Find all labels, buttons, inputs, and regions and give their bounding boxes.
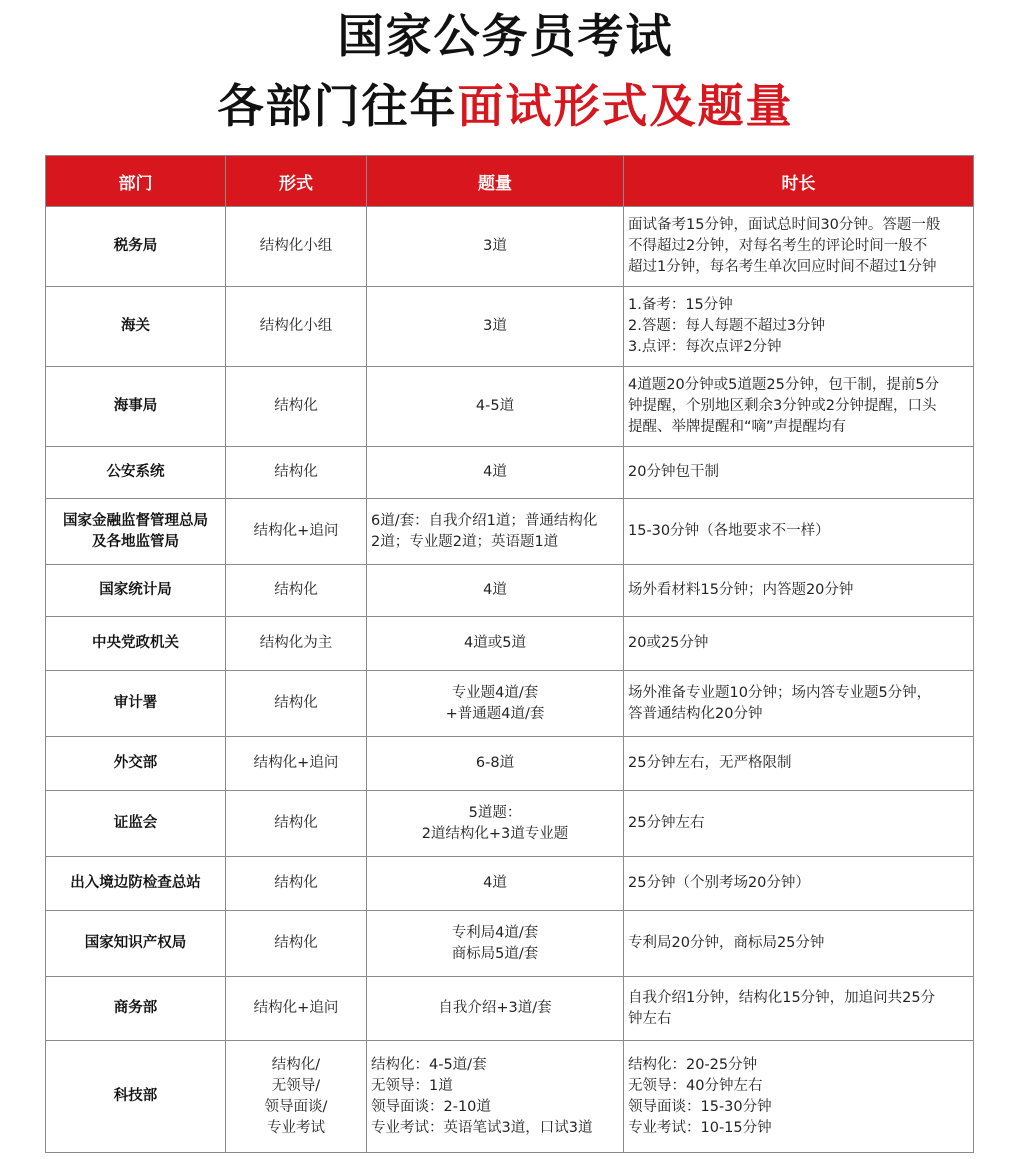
time-cell: [624, 911, 974, 977]
count-cell-line: 3道: [483, 238, 507, 254]
count-cell: [367, 671, 624, 737]
form-cell: [226, 977, 367, 1041]
time-cell-line: 提醒、举牌提醒和“嘀”声提醒均有: [628, 419, 847, 435]
table-row: [46, 857, 974, 911]
form-cell-line: 结构化: [274, 464, 318, 480]
count-cell-line: 4道或5道: [464, 635, 526, 651]
table-row: [46, 367, 974, 447]
time-cell-line: 25分钟左右，无严格限制: [628, 755, 792, 771]
dept-cell: [46, 617, 226, 671]
table-row: [46, 737, 974, 791]
count-cell-line: 4-5道: [475, 398, 515, 414]
count-cell: [367, 791, 624, 857]
dept-cell: [46, 791, 226, 857]
count-cell: [367, 857, 624, 911]
time-cell-line: 自我介绍1分钟，结构化15分钟，加追问共25分: [628, 989, 936, 1006]
count-cell-line: 无领导：1道: [371, 1077, 453, 1094]
dept-cell: [46, 565, 226, 617]
form-cell: [226, 857, 367, 911]
dept-cell-line: 外交部: [113, 755, 158, 771]
form-cell-line: 结构化小组: [259, 238, 333, 254]
dept-cell-line: 商务部: [113, 1000, 158, 1016]
dept-cell: [46, 737, 226, 791]
count-cell: [367, 287, 624, 367]
form-cell: [226, 911, 367, 977]
time-cell-line: 专业考试：10-15分钟: [628, 1119, 772, 1136]
count-cell-line: 自我介绍+3道/套: [438, 1000, 552, 1016]
form-cell: [226, 1041, 367, 1153]
time-cell-line: 20或25分钟: [628, 635, 709, 651]
form-cell-line: 结构化+追问: [253, 755, 339, 771]
count-cell-line: 5道题：: [468, 804, 522, 821]
time-cell: [624, 565, 974, 617]
time-cell-line: 无领导：40分钟左右: [628, 1077, 763, 1094]
time-cell-line: 专利局20分钟，商标局25分钟: [628, 935, 825, 951]
count-cell-line: 2道结构化+3道专业题: [421, 825, 569, 842]
time-cell-line: 场外准备专业题10分钟；场内答专业题5分钟，: [628, 684, 932, 701]
dept-cell-line: 海事局: [113, 398, 158, 414]
count-cell: [367, 911, 624, 977]
count-cell: [367, 977, 624, 1041]
table-row: [46, 499, 974, 565]
count-cell-line: +普通题4道/套: [445, 705, 545, 722]
header-count: 题量: [367, 156, 624, 207]
time-cell-line: 不得超过2分钟，对每名考生的评论时间一般不: [628, 238, 928, 254]
table-row: [46, 565, 974, 617]
form-cell: [226, 287, 367, 367]
time-cell: [624, 617, 974, 671]
count-cell: [367, 447, 624, 499]
time-cell: [624, 737, 974, 791]
form-cell: [226, 367, 367, 447]
time-cell: [624, 447, 974, 499]
dept-cell: [46, 1041, 226, 1153]
count-cell-line: 专利局4道/套: [451, 924, 539, 941]
dept-cell: [46, 287, 226, 367]
table-row: [46, 287, 974, 367]
table-row: [46, 447, 974, 499]
count-cell-line: 4道: [483, 875, 507, 891]
dept-cell-line: 证监会: [113, 815, 158, 831]
count-cell: [367, 499, 624, 565]
table-row: [46, 617, 974, 671]
dept-cell-line: 海关: [121, 318, 150, 334]
count-cell-line: 领导面谈：2-10道: [371, 1098, 491, 1115]
time-cell: [624, 977, 974, 1041]
table-row: [46, 671, 974, 737]
count-cell: [367, 207, 624, 287]
time-cell-line: 4道题20分钟或5道题25分钟，包干制，提前5分: [628, 377, 940, 393]
header-form: 形式: [226, 156, 367, 207]
dept-cell-line: 及各地监管局: [92, 533, 179, 550]
dept-cell: [46, 911, 226, 977]
form-cell: [226, 207, 367, 287]
time-cell: [624, 1041, 974, 1153]
time-cell-line: 超过1分钟，每名考生单次回应时间不超过1分钟: [628, 259, 937, 275]
time-cell-line: 钟左右: [628, 1010, 672, 1027]
count-cell-line: 4道: [483, 464, 507, 480]
form-cell-line: 结构化: [274, 695, 318, 711]
form-cell: [226, 791, 367, 857]
form-cell: [226, 499, 367, 565]
dept-cell: [46, 207, 226, 287]
dept-cell: [46, 499, 226, 565]
dept-cell-line: 公安系统: [106, 464, 165, 480]
form-cell-line: 结构化+追问: [253, 1000, 339, 1016]
dept-cell: [46, 447, 226, 499]
subtitle-plain: 各部门往年: [217, 79, 458, 133]
count-cell-line: 6道/套：自我介绍1道；普通结构化: [371, 512, 598, 529]
time-cell-line: 25分钟（个别考场20分钟）: [628, 875, 810, 891]
dept-cell-line: 审计署: [113, 695, 158, 711]
dept-cell: [46, 857, 226, 911]
form-cell: [226, 447, 367, 499]
time-cell: [624, 499, 974, 565]
count-cell-line: 3道: [483, 318, 507, 334]
header-time: 时长: [624, 156, 974, 207]
time-cell-line: 面试备考15分钟，面试总时间30分钟。答题一般: [628, 217, 941, 233]
form-cell-line: 结构化: [274, 875, 318, 891]
time-cell: [624, 207, 974, 287]
dept-cell-line: 国家金融监督管理总局: [63, 512, 208, 529]
dept-cell-line: 国家知识产权局: [84, 935, 187, 951]
dept-cell-line: 国家统计局: [99, 582, 172, 598]
time-cell-line: 1.备考：15分钟: [628, 297, 733, 313]
time-cell: [624, 671, 974, 737]
count-cell-line: 6-8道: [475, 755, 515, 771]
count-cell: [367, 617, 624, 671]
form-cell-line: 结构化+追问: [253, 523, 339, 539]
time-cell-line: 领导面谈：15-30分钟: [628, 1098, 772, 1115]
interview-table: [45, 155, 974, 1153]
subtitle-highlight: 面试形式及题量: [457, 79, 794, 133]
time-cell-line: 答普通结构化20分钟: [628, 705, 763, 722]
form-cell: [226, 737, 367, 791]
count-cell: [367, 737, 624, 791]
count-cell: [367, 565, 624, 617]
dept-cell-line: 科技部: [113, 1088, 158, 1104]
table-row: [46, 791, 974, 857]
dept-cell: [46, 977, 226, 1041]
time-cell: [624, 791, 974, 857]
time-cell: [624, 367, 974, 447]
time-cell-line: 场外看材料15分钟；内答题20分钟: [628, 582, 854, 598]
time-cell-line: 2.答题：每人每题不超过3分钟: [628, 318, 826, 334]
form-cell-line: 结构化小组: [259, 318, 333, 334]
form-cell-line: 结构化: [274, 582, 318, 598]
time-cell-line: 25分钟左右: [628, 815, 705, 831]
time-cell-line: 20分钟包干制: [628, 464, 719, 480]
form-cell-line: 结构化/: [271, 1056, 321, 1073]
table-row: [46, 1041, 974, 1153]
table-body: [46, 207, 974, 1153]
count-cell-line: 结构化：4-5道/套: [371, 1056, 487, 1073]
form-cell-line: 结构化: [274, 815, 318, 831]
header-dept: 部门: [46, 156, 226, 207]
count-cell: [367, 1041, 624, 1153]
count-cell-line: 4道: [483, 582, 507, 598]
count-cell-line: 专业考试：英语笔试3道，口试3道: [371, 1119, 593, 1136]
form-cell: [226, 617, 367, 671]
dept-cell: [46, 671, 226, 737]
form-cell-line: 结构化: [274, 398, 318, 414]
time-cell-line: 结构化：20-25分钟: [628, 1056, 758, 1073]
time-cell-line: 15-30分钟（各地要求不一样）: [628, 523, 830, 539]
table-row: [46, 207, 974, 287]
count-cell-line: 专业题4道/套: [451, 684, 539, 701]
time-cell: [624, 857, 974, 911]
dept-cell-line: 出入境边防检查总站: [70, 875, 201, 891]
table-row: [46, 977, 974, 1041]
table-header-row: [46, 156, 974, 207]
form-cell: [226, 671, 367, 737]
table-row: [46, 911, 974, 977]
time-cell: [624, 287, 974, 367]
time-cell-line: 3.点评：每次点评2分钟: [628, 339, 782, 355]
form-cell-line: 无领导/: [271, 1077, 321, 1094]
page-title: 国家公务员考试: [337, 9, 674, 63]
count-cell-line: 2道；专业题2道；英语题1道: [371, 533, 559, 550]
count-cell-line: 商标局5道/套: [451, 945, 539, 962]
page-subtitle: [0, 78, 1011, 134]
dept-cell-line: 税务局: [113, 238, 158, 254]
form-cell-line: 结构化: [274, 935, 318, 951]
count-cell: [367, 367, 624, 447]
form-cell-line: 结构化为主: [259, 635, 333, 651]
dept-cell: [46, 367, 226, 447]
form-cell-line: 专业考试: [267, 1119, 325, 1136]
form-cell-line: 领导面谈/: [264, 1098, 328, 1115]
time-cell-line: 钟提醒，个别地区剩余3分钟或2分钟提醒，口头: [628, 398, 937, 414]
dept-cell-line: 中央党政机关: [92, 635, 179, 651]
form-cell: [226, 565, 367, 617]
